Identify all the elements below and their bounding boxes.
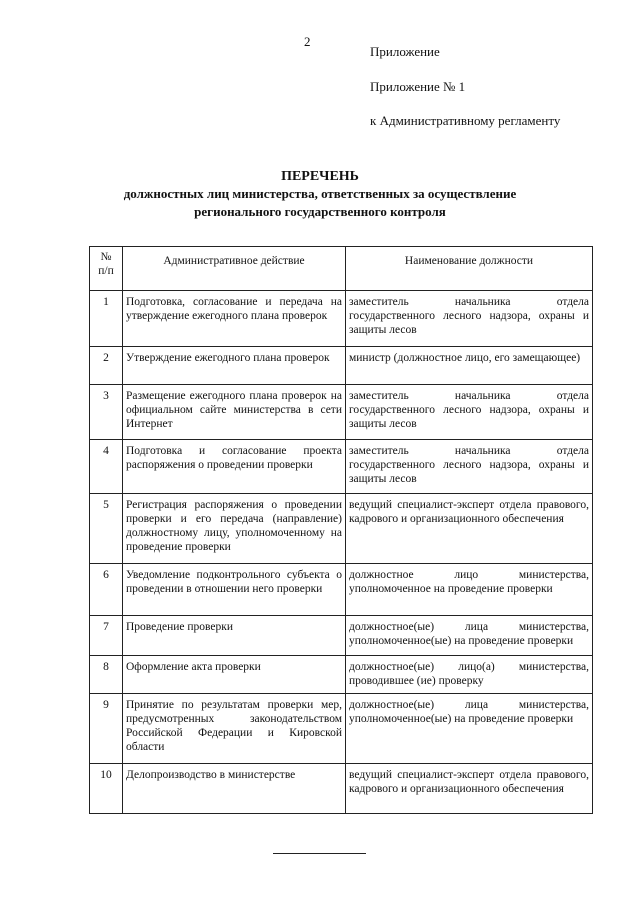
row-action: Размещение ежегодного плана проверок на официальном сайте министерства в сети Интернет [123, 385, 346, 440]
table-body [90, 291, 593, 814]
table-row [90, 694, 593, 764]
row-action: Подготовка, согласование и передача на утверждение ежегодного плана проверок [123, 291, 346, 347]
row-position: ведущий специалист-эксперт отдела правового, кадрового и организационного обеспечения [346, 764, 593, 814]
row-number: 3 [90, 385, 123, 440]
row-number: 5 [90, 494, 123, 564]
table-row [90, 764, 593, 814]
row-action: Подготовка и согласование проекта распоряжения о проведении проверки [123, 440, 346, 494]
document-subtitle-line2: регионального государственного контроля [194, 204, 446, 219]
row-number: 6 [90, 564, 123, 616]
table-row [90, 656, 593, 694]
table-row [90, 347, 593, 385]
appendix-reference: к Административному регламенту [370, 113, 561, 128]
table-header-row [90, 247, 593, 291]
row-action: Уведомление подконтрольного субъекта о проведении в отношении него проверки [123, 564, 346, 616]
row-action: Проведение проверки [123, 616, 346, 656]
row-number: 1 [90, 291, 123, 347]
row-action: Принятие по результатам проверки мер, предусмотренных законодательством Российской Федерации и Кировской области [123, 694, 346, 764]
table-row [90, 564, 593, 616]
row-number: 9 [90, 694, 123, 764]
row-number: 10 [90, 764, 123, 814]
header-number-line2: п/п [98, 265, 114, 277]
row-position: заместитель начальника отдела государственного лесного надзора, охраны и защиты лесов [346, 440, 593, 494]
officials-table [89, 246, 593, 814]
table-row [90, 616, 593, 656]
row-position: заместитель начальника отдела государственного лесного надзора, охраны и защиты лесов [346, 291, 593, 347]
header-position: Наименование должности [346, 247, 593, 291]
row-position: должностное(ые) лицо(а) министерства, проводившее (ие) проверку [346, 656, 593, 694]
row-action: Оформление акта проверки [123, 656, 346, 694]
row-position: должностное лицо министерства, уполномоченное на проведение проверки [346, 564, 593, 616]
document-heading: ПЕРЕЧЕНЬ [281, 169, 359, 184]
row-action: Делопроизводство в министерстве [123, 764, 346, 814]
row-action: Утверждение ежегодного плана проверок [123, 347, 346, 385]
page-number: 2 [304, 34, 311, 49]
row-position: ведущий специалист-эксперт отдела правового, кадрового и организационного обеспечения [346, 494, 593, 564]
row-number: 2 [90, 347, 123, 385]
row-position: министр (должностное лицо, его замещающее) [346, 347, 593, 385]
row-action: Регистрация распоряжения о проведении проверки и его передача (направление) должностному лицу, уполномоченному на проведение проверки [123, 494, 346, 564]
row-position: заместитель начальника отдела государственного лесного надзора, охраны и защиты лесов [346, 385, 593, 440]
table-row [90, 291, 593, 347]
header-number-line1: № [100, 251, 112, 263]
table-row [90, 385, 593, 440]
row-position: должностное(ые) лица министерства, уполномоченное(ые) на проведение проверки [346, 616, 593, 656]
appendix-label: Приложение [370, 44, 440, 59]
header-action: Административное действие [123, 247, 346, 291]
row-number: 7 [90, 616, 123, 656]
row-number: 8 [90, 656, 123, 694]
appendix-number: Приложение № 1 [370, 79, 466, 94]
table-row [90, 440, 593, 494]
bottom-divider [273, 853, 366, 854]
row-position: должностное(ые) лица министерства, уполномоченное(ые) на проведение проверки [346, 694, 593, 764]
header-number [90, 247, 123, 291]
row-number: 4 [90, 440, 123, 494]
document-subtitle-line1: должностных лиц министерства, ответственных за осуществление [123, 186, 517, 201]
table-row [90, 494, 593, 564]
